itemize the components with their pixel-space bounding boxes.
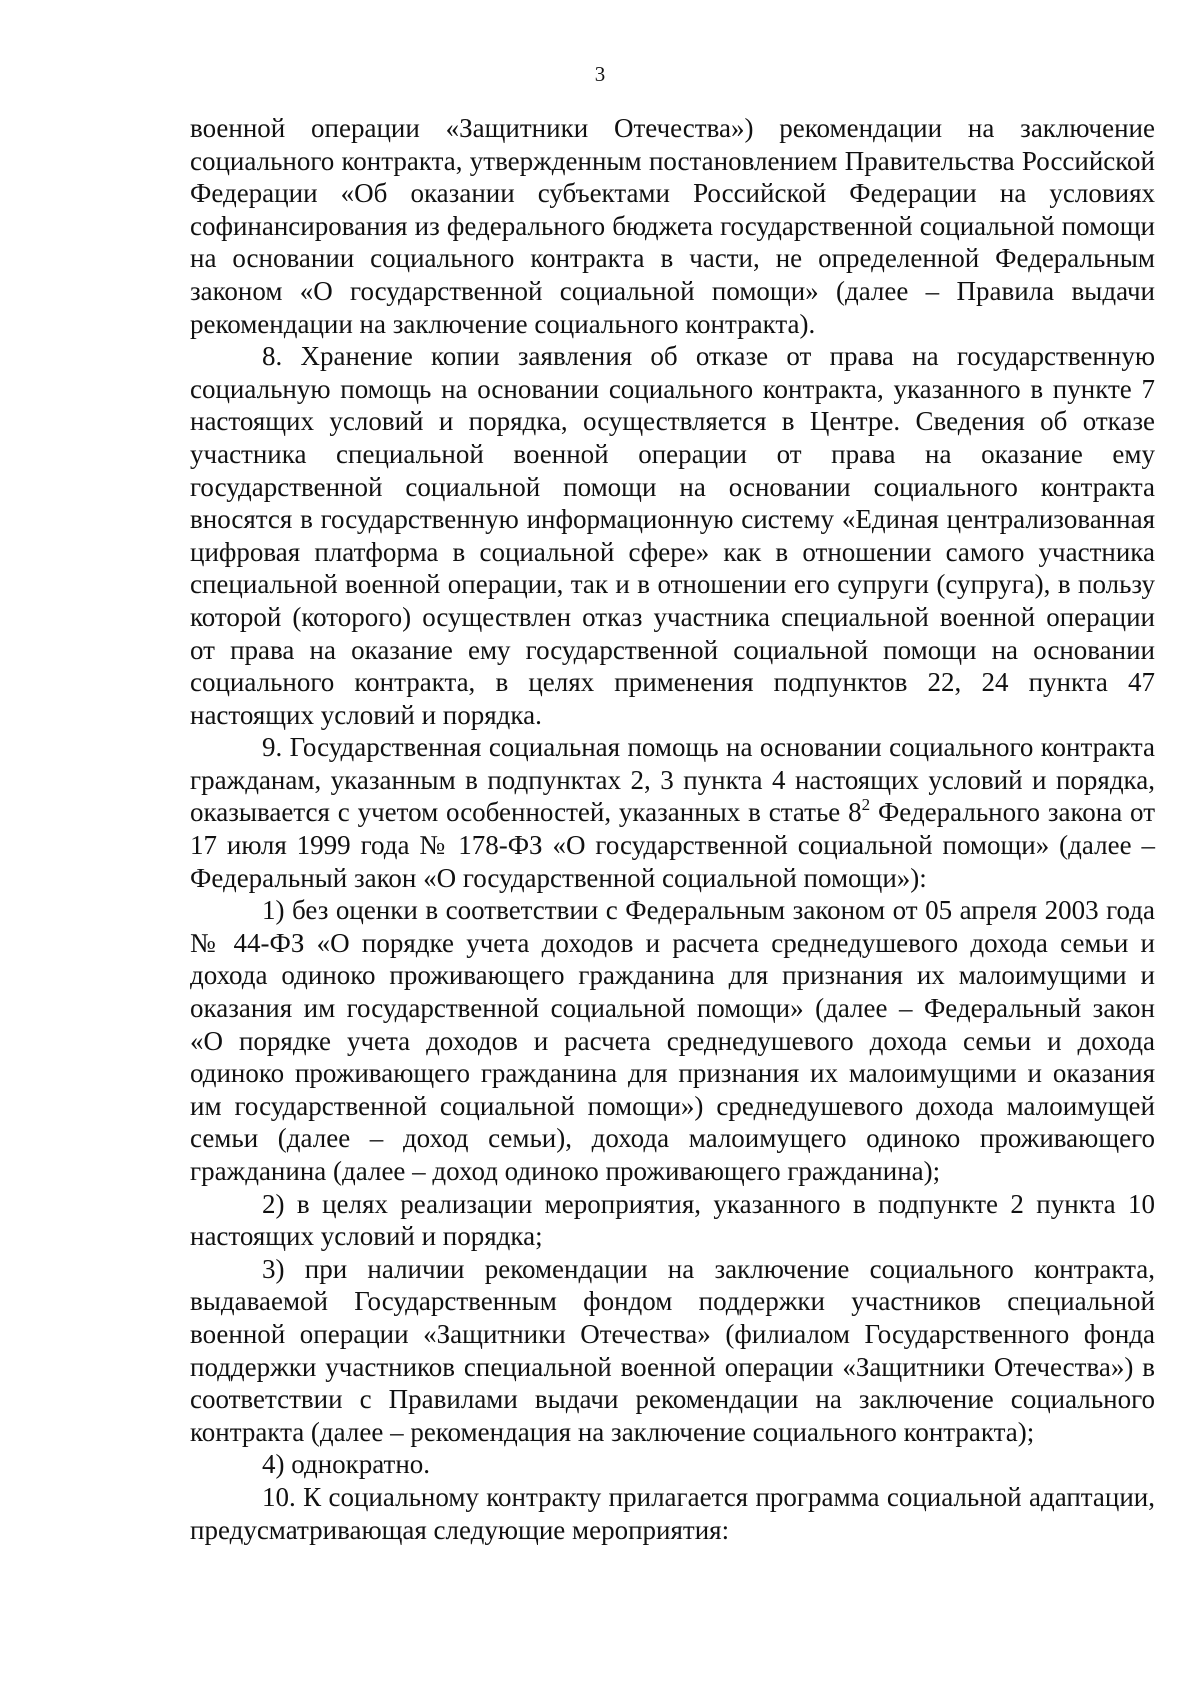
- paragraph-10: 10. К социальному контракту прилагается программа социальной адаптации, предусматривающая следующие мероприятия:: [190, 1481, 1155, 1545]
- subitem-9-4: 4) однократно.: [262, 1449, 431, 1480]
- paragraph-8: 8. Хранение копии заявления об отказе от права на государственную социальную помощь на основании социального контракта, указанного в пункте 7 настоящих условий и порядка, осуществляется в Центре. Сведения об отказе участника специальной военной операции от права на оказание ему государственной социальной помощи на основании социального контракта вносятся в государственную информационную систему «Единая централизованная цифровая платформа в социальной сфере» как в отношении самого участника специальной военной операции, так и в отношении его супруги (супруга), в пользу которой (которого) осуществлен отказ участника специальной военной операции от права на оказание ему государственной социальной помощи на основании социального контракта, в целях применения подпунктов 22, 24 пункта 47 настоящих условий и порядка.: [190, 341, 1155, 730]
- paragraph-9-text-end: Федерального закона от 17 июля 1999 года № 178-ФЗ «О государственной социальной помощи» (далее – Федеральный закон «О государственной социальной помощи»):: [190, 797, 1156, 893]
- subitem-9-3: 3) при наличии рекомендации на заключение социального контракта, выдаваемой Государственным фондом поддержки участников специальной военной операции «Защитники Отечества» (филиалом Государственного фонда поддержки участников специальной военной операции «Защитники Отечества») в соответствии с Правилами выдачи рекомендации на заключение социального контракта (далее – рекомендация на заключение социального контракта);: [190, 1253, 1155, 1447]
- document-body: [190, 112, 1155, 1546]
- subitem-9-2: 2) в целях реализации мероприятия, указанного в подпункте 2 пункта 10 настоящих условий и порядка;: [190, 1188, 1155, 1252]
- article-superscript: 2: [861, 795, 871, 815]
- subitem-9-1: 1) без оценки в соответствии с Федеральным законом от 05 апреля 2003 года № 44-ФЗ «О порядке учета доходов и расчета среднедушевого дохода семьи и дохода одиноко проживающего гражданина для признания их малоимущими и оказания им государственной социальной помощи» (далее – Федеральный закон «О порядке учета доходов и расчета среднедушевого дохода семьи и дохода одиноко проживающего гражданина для признания их малоимущими и оказания им государственной социальной помощи») среднедушевого дохода малоимущей семьи (далее – доход семьи), дохода малоимущего одиноко проживающего гражданина (далее – доход одиноко проживающего гражданина);: [190, 895, 1155, 1186]
- paragraph-9-text-start: 9. Государственная социальная помощь на основании социального контракта гражданам, указанным в подпунктах 2, 3 пункта 4 настоящих условий и порядка, оказывается с учетом особенностей, указанных в статье 8: [190, 732, 1155, 828]
- paragraph-continuation: военной операции «Защитники Отечества») рекомендации на заключение социального контракта, утвержденным постановлением Правительства Российской Федерации «Об оказании субъектами Российской Федерации на условиях софинансирования из федерального бюджета государственной социальной помощи на основании социального контракта в части, не определенной Федеральным законом «О государственной социальной помощи» (далее – Правила выдачи рекомендации на заключение социального контракта).: [190, 113, 1155, 339]
- page-number: 3: [594, 62, 606, 86]
- paragraph-9: [190, 731, 1155, 894]
